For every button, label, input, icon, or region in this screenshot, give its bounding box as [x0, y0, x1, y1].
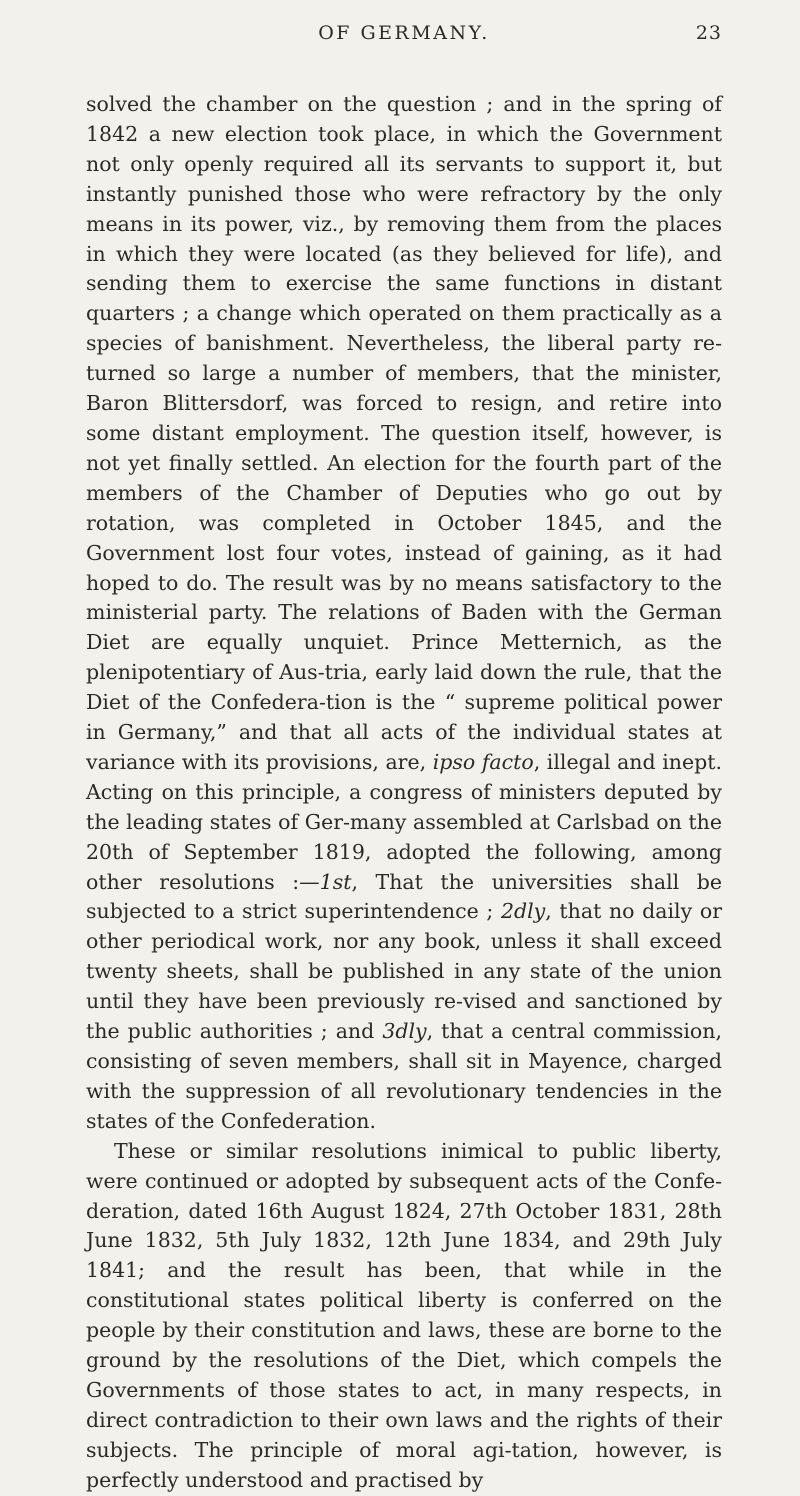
text-run: , that no daily or other periodical work, nor any book, unless it shall exceed twenty sheets, shall be published in any state of the union until they have been previously re-vised and sanctioned by the public authorities ; and	[86, 899, 722, 1044]
body-text	[86, 90, 722, 1496]
italic-ordinal: 3dly	[382, 1019, 427, 1044]
text-run: These or similar resolutions inimical to public liberty, were continued or adopted by subsequent acts of the Confe-deration, dated 16th August 1824, 27th October 1831, 28th June 1832, 5th July 1832, 12th June 1834, and 29th July 1841; and the result has been, that while in the constitutional states political liberty is conferred on the people by their constitution and laws, these are borne to the ground by the resolutions of the Diet, which compels the Governments of those states to act, in many respects, in direct contradiction to their own laws and the rights of their subjects. The principle of moral agi-tation, however, is perfectly understood and practised by	[86, 1138, 722, 1492]
paragraph	[86, 1137, 722, 1496]
running-head	[86, 22, 722, 64]
italic-phrase: ipso facto	[432, 749, 534, 774]
italic-ordinal: 1st	[319, 869, 352, 894]
text-run: solved the chamber on the question ; and in the spring of 1842 a new election took place, in which the Government not only openly required all its servants to support it, but instantly punished those who were refractory by the only means in its power, viz., by removing them from the places in which they were located (as they believed for life), and sending them to exercise the same functions in distant quarters ; a change which operated on them practically as a species of banishment. Nevertheless, the liberal party re-turned so large a number of members, that the minister, Baron Blittersdorf, was forced to resign, and retire into some distant employment. The question itself, however, is not yet finally settled. An election for the fourth part of the members of the Chamber of Deputies who go out by rotation, was completed in October 1845, and the Government lost four votes, instead of gaining, as it had hoped to do. The result was by no means satisfactory to the ministerial party. The relations of Baden with the German Diet are equally unquiet. Prince Metternich, as the plenipotentiary of Aus-tria, early laid down the rule, that the Diet of the Confedera-tion is the “ supreme political power in Germany,” and that all acts of the individual states at variance with its provisions, are,	[86, 92, 722, 774]
text-run: , illegal and inept. Acting on this principle, a congress of ministers deputed by the leading states of Ger-many assembled at Carlsbad on the 20th of September 1819, adopted the following, among other resolutions :—	[86, 749, 722, 894]
page-number: 23	[695, 22, 722, 44]
text-run: , That the universities shall be subjected to a strict superintendence ;	[86, 869, 722, 924]
italic-ordinal: 2dly	[500, 899, 546, 924]
running-head-title: OF GERMANY.	[318, 22, 490, 44]
text-run: , that a central commission, consisting of seven members, shall sit in Mayence, charged with the suppression of all revolutionary tendencies in the states of the Confederation.	[86, 1019, 722, 1133]
paragraph	[86, 90, 722, 1137]
